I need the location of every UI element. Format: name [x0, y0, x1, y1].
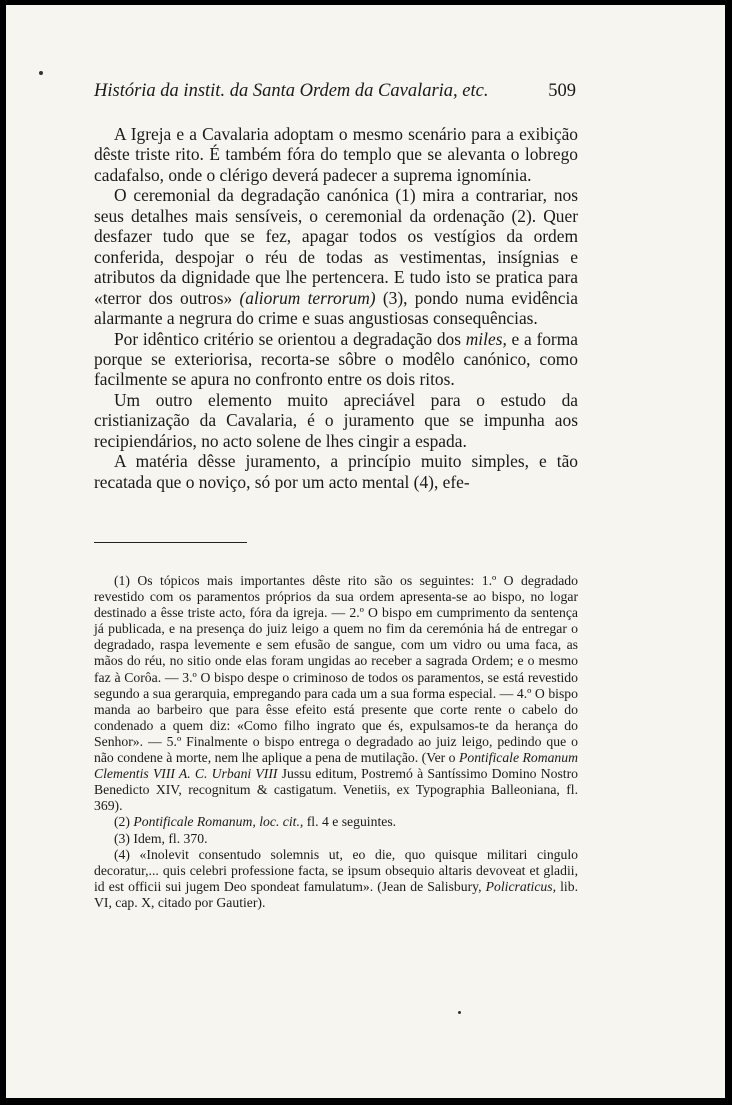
footnote — [94, 573, 578, 814]
footnotes — [94, 573, 578, 911]
footnote-italic: Policraticus, — [485, 878, 556, 894]
paragraph — [94, 329, 578, 390]
footnote-italic: Pontificale Romanum Clementis VIII A. C. Urbani VIII — [94, 750, 579, 782]
footnote-text: (4) «Inolevit consentudo solemnis ut, eo die, quo quisque militari cingulo decoratur,... quis celebri professione facta, se ipsum obsequio altaris devoveat et gladii, id est officii sui jugem Deo spondeat famulatum». (Jean de Salisbury, — [94, 846, 578, 894]
paragraph-text: O ceremonial da degradação canónica (1) mira a contrariar, nos seus detalhes mais sensíveis, o ceremonial da ordenação (2). Quer desfazer tudo que se fez, apagar todos os vestígios da ordem conferida, despojar o réu de todas as vestimentas, insígnias e atributos da dignidade que lhe pertencera. E tudo isto se pratica para «terror dos outros» — [94, 185, 578, 308]
running-header — [94, 81, 576, 102]
footnote-text: fl. 4 e seguintes. — [306, 814, 397, 830]
footnote-separator — [94, 542, 247, 543]
footnote-text: (2) — [114, 814, 130, 830]
header-title: História da instit. da Santa Ordem da Cavalaria, etc. — [94, 81, 489, 101]
footnote-italic: Pontificale Romanum, loc. cit., — [133, 814, 304, 830]
book-page — [6, 5, 725, 1098]
paragraph-italic: miles, — [465, 328, 507, 349]
page-number: 509 — [548, 81, 576, 101]
paragraph — [94, 185, 578, 328]
footnote — [94, 847, 578, 911]
page-speck — [458, 1011, 461, 1014]
footnote — [94, 814, 578, 830]
footnote-text: (1) Os tópicos mais importantes dêste rito são os seguintes: 1.º O degradado revestido com os paramentos próprios da sua ordem apresenta-se ao bispo, no logar destinado a êsse triste acto, fóra da igreja. — 2.º O bispo em cumprimento da sentença já publicada, e na presença do juiz leigo a quem no fim da ceremónia há de entregar o degradado, raspa levemente e sem efusão de sangue, com um vidro ou uma faca, as mãos do réu, no sitio onde elas foram ungidas ao receber a sagrada Ordem; e o mesmo faz à Corôa. — 3.º O bispo despe o criminoso de todos os paramentos, se está revestido segundo a sua gerarquia, empregando para cada um a sua forma especial. — 4.º O bispo manda ao barbeiro que para êsse efeito está presente que corte rente o cabelo do condenado a quem diz: «Como filho ingrato que és, expulsamos-te da herança do Senhor». — 5.º Finalmente o bispo entrega o degradado ao juiz leigo, pedindo que o não condene à morte, nem lhe aplique a pena de mutilação. (Ver o — [94, 573, 578, 766]
paragraph: A matéria dêsse juramento, a princípio muito simples, e tão recatada que o noviço, só por um acto mental (4), efe- — [94, 451, 578, 492]
paragraph-text: e a forma porque se exteriorisa, recorta-se sôbre o modêlo canónico, como facilmente se apura no confronto entre os dois ritos. — [94, 328, 578, 390]
paragraph: Um outro elemento muito apreciável para o estudo da cristianização da Cavalaria, é o juramento que se impunha aos recipiendários, no acto solene de lhes cingir a espada. — [94, 389, 578, 451]
main-text — [94, 124, 578, 492]
paragraph-text: (3), pondo numa evidência alarmante a negrura do crime e suas angustiosas consequências. — [94, 287, 579, 329]
paragraph-italic: (aliorum terrorum) — [239, 287, 376, 308]
footnote-text: Jussu editum, Postremó à Santíssimo Domino Nostro Benedicto XIV, recognitum & castigatum. Venetiis, ex Typographia Balleoniana, fl. 369). — [94, 766, 578, 814]
page-speck — [39, 71, 43, 75]
footnote: (3) Idem, fl. 370. — [114, 830, 208, 846]
paragraph-text: Por idêntico critério se orientou a degradação dos — [114, 328, 462, 349]
paragraph: A Igreja e a Cavalaria adoptam o mesmo scenário para a exibição dêste triste rito. É também fóra do templo que se alevanta o lobrego cadafalso, onde o clérigo deverá padecer a suprema ignomínia. — [94, 124, 578, 185]
footnote-text: lib. VI, cap. X, citado por Gautier). — [94, 878, 578, 910]
